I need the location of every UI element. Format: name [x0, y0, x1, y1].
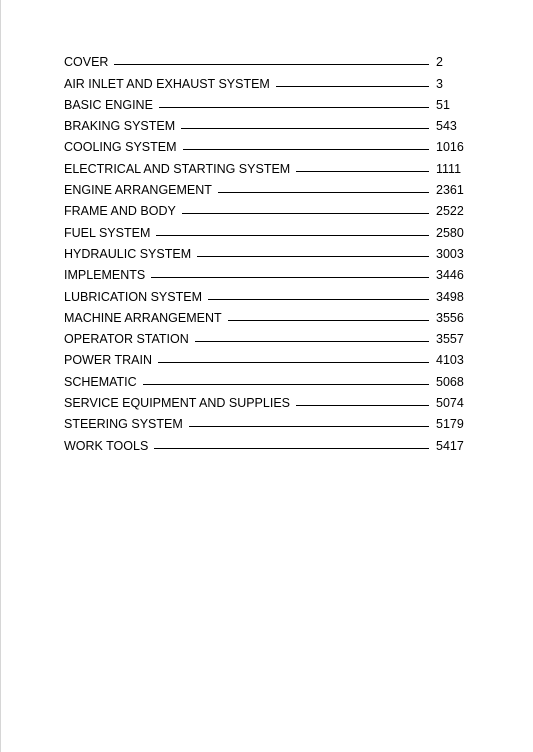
toc-entry-page: 3 — [436, 76, 443, 91]
toc-leader-line — [151, 277, 429, 278]
toc-leader-line — [296, 405, 429, 406]
toc-leader-line — [195, 341, 429, 342]
toc-entry-title: WORK TOOLS — [64, 438, 149, 453]
toc-entry-page: 3498 — [436, 289, 464, 304]
toc-entry-page: 2 — [436, 55, 443, 70]
toc-leader-line — [114, 64, 429, 65]
toc-entry-engine-arrangement[interactable] — [64, 179, 468, 200]
toc-entry-power-train[interactable] — [64, 349, 468, 370]
toc-entry-page: 3556 — [436, 310, 464, 325]
toc-entry-work-tools[interactable] — [64, 434, 468, 455]
toc-entry-cooling-system[interactable] — [64, 136, 468, 157]
toc-leader-line — [183, 149, 429, 150]
toc-entry-title: SERVICE EQUIPMENT AND SUPPLIES — [64, 396, 290, 411]
toc-entry-page: 543 — [436, 119, 457, 134]
page-edge — [0, 0, 1, 752]
toc-leader-line — [276, 86, 429, 87]
toc-leader-line — [143, 384, 429, 385]
toc-leader-line — [218, 192, 429, 193]
toc-leader-line — [296, 171, 429, 172]
toc-entry-page: 4103 — [436, 353, 464, 368]
toc-entry-lubrication-system[interactable] — [64, 285, 468, 306]
toc-entry-title: AIR INLET AND EXHAUST SYSTEM — [64, 76, 270, 91]
toc-leader-line — [158, 362, 429, 363]
toc-entry-title: POWER TRAIN — [64, 353, 152, 368]
toc-entry-page: 1016 — [436, 140, 464, 155]
toc-entry-title: STEERING SYSTEM — [64, 417, 183, 432]
toc-leader-line — [228, 320, 429, 321]
toc-leader-line — [154, 448, 429, 449]
toc-entry-page: 5074 — [436, 396, 464, 411]
toc-entry-steering-system[interactable] — [64, 413, 468, 434]
toc-entry-page: 5179 — [436, 417, 464, 432]
toc-entry-electrical-and-starting-system[interactable] — [64, 157, 468, 178]
toc-leader-line — [189, 426, 429, 427]
toc-entry-implements[interactable] — [64, 264, 468, 285]
toc-leader-line — [181, 128, 429, 129]
toc-entry-title: BASIC ENGINE — [64, 97, 153, 112]
toc-leader-line — [208, 299, 429, 300]
toc-entry-title: SCHEMATIC — [64, 374, 137, 389]
toc-entry-title: COOLING SYSTEM — [64, 140, 177, 155]
toc-leader-line — [159, 107, 429, 108]
toc-entry-hydraulic-system[interactable] — [64, 243, 468, 264]
toc-entry-air-inlet-and-exhaust-system[interactable] — [64, 72, 468, 93]
toc-entry-operator-station[interactable] — [64, 328, 468, 349]
toc-entry-page: 5417 — [436, 438, 464, 453]
toc-entry-title: HYDRAULIC SYSTEM — [64, 246, 192, 261]
toc-entry-page: 3446 — [436, 268, 464, 283]
toc-entry-page: 2361 — [436, 183, 464, 198]
toc-entry-basic-engine[interactable] — [64, 94, 468, 115]
toc-entry-schematic[interactable] — [64, 370, 468, 391]
toc-entry-page: 5068 — [436, 374, 464, 389]
toc-entry-title: FRAME AND BODY — [64, 204, 176, 219]
toc-entry-service-equipment-and-supplies[interactable] — [64, 392, 468, 413]
toc-leader-line — [182, 213, 429, 214]
toc-entry-machine-arrangement[interactable] — [64, 307, 468, 328]
toc-leader-line — [156, 235, 429, 236]
toc-entry-title: COVER — [64, 55, 109, 70]
toc-entry-title: ENGINE ARRANGEMENT — [64, 183, 212, 198]
toc-entry-braking-system[interactable] — [64, 115, 468, 136]
toc-entry-title: BRAKING SYSTEM — [64, 119, 176, 134]
toc-entry-page: 51 — [436, 97, 450, 112]
toc-entry-title: OPERATOR STATION — [64, 332, 189, 347]
toc-entry-page: 2522 — [436, 204, 464, 219]
table-of-contents — [64, 51, 468, 456]
toc-entry-title: LUBRICATION SYSTEM — [64, 289, 202, 304]
toc-entry-title: IMPLEMENTS — [64, 268, 146, 283]
toc-entry-title: FUEL SYSTEM — [64, 225, 151, 240]
toc-entry-title: ELECTRICAL AND STARTING SYSTEM — [64, 161, 291, 176]
toc-entry-title: MACHINE ARRANGEMENT — [64, 310, 222, 325]
toc-entry-frame-and-body[interactable] — [64, 200, 468, 221]
toc-entry-cover[interactable] — [64, 51, 468, 72]
toc-entry-page: 1111 — [436, 161, 462, 176]
toc-entry-page: 2580 — [436, 225, 464, 240]
toc-entry-page: 3557 — [436, 332, 464, 347]
toc-entry-page: 3003 — [436, 246, 464, 261]
toc-leader-line — [197, 256, 429, 257]
toc-entry-fuel-system[interactable] — [64, 221, 468, 242]
